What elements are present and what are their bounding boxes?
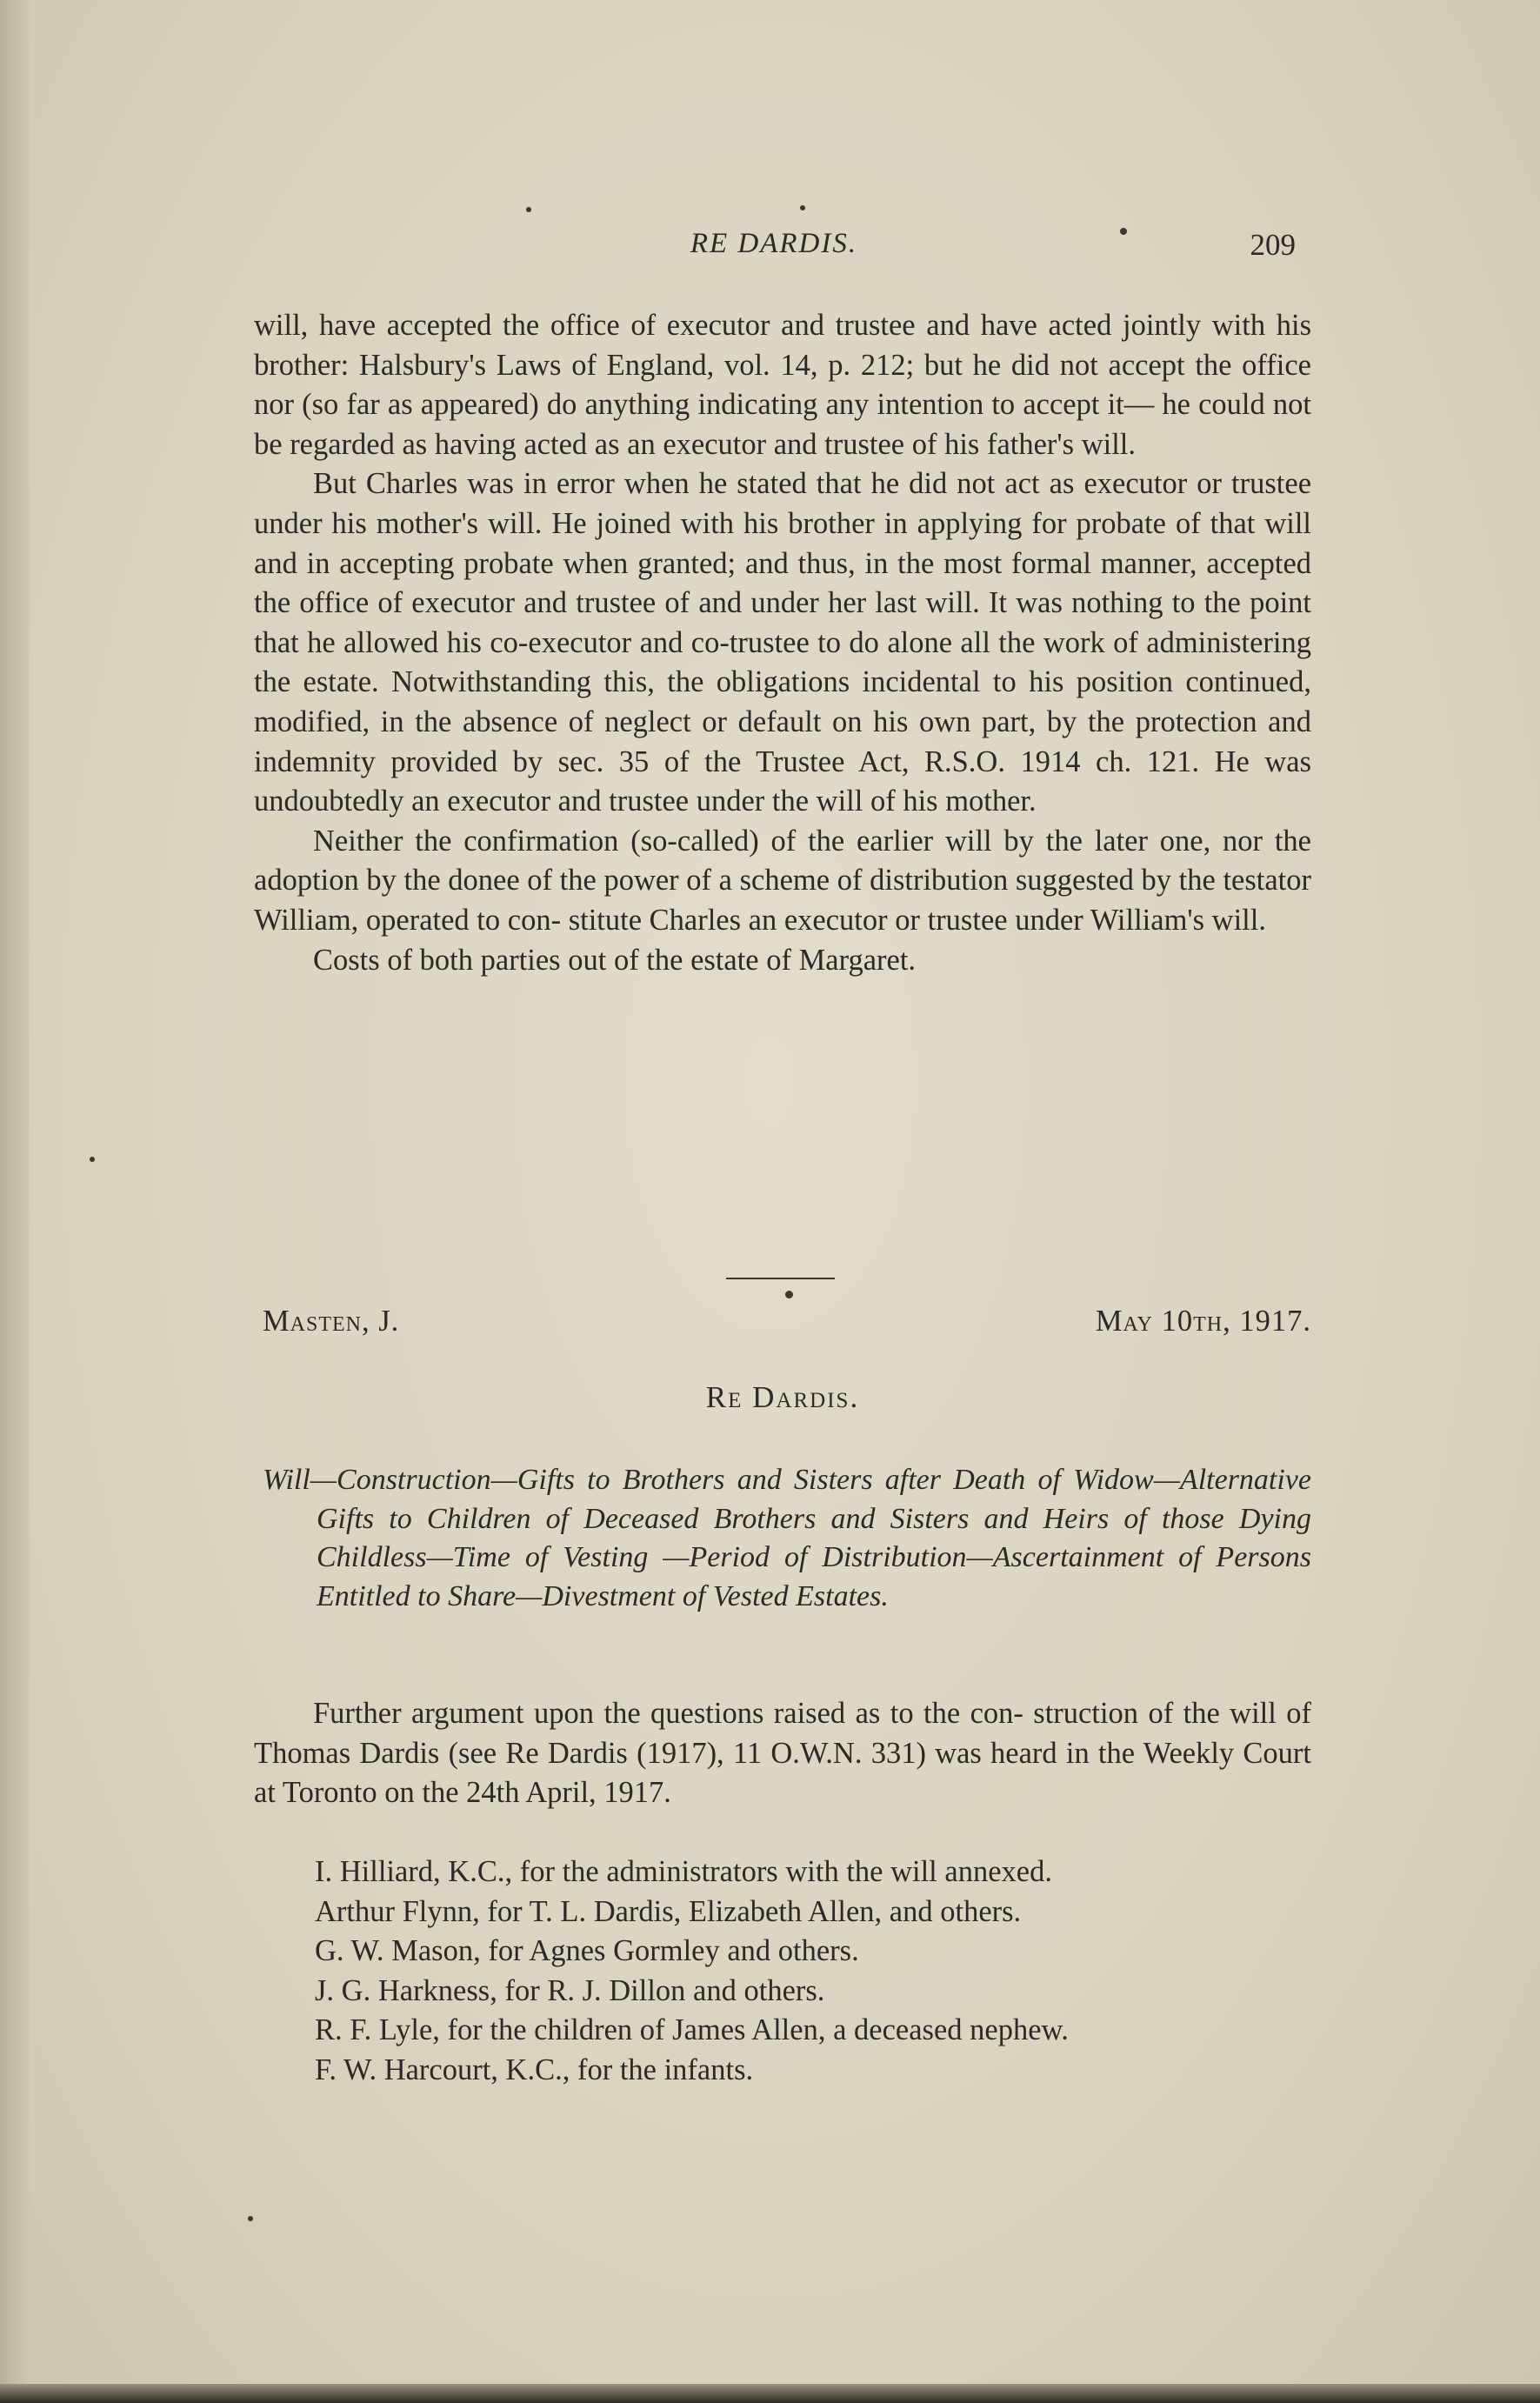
- counsel-entry: J. G. Harkness, for R. J. Dillon and others.: [315, 1973, 825, 2007]
- paragraph: Neither the confirmation (so-called) of the earlier will by the later one, nor the adoption by the donee of the power of a scheme of distribution suggested by the testator William, operated to con- stitute Charles an executor or trustee under William's will.: [254, 824, 1311, 937]
- running-head: RE DARDIS.: [690, 228, 858, 259]
- ink-speck: [800, 205, 805, 210]
- counsel-entry: G. W. Mason, for Agnes Gormley and others.: [315, 1934, 859, 1968]
- ink-speck: [785, 1291, 793, 1298]
- paragraph: But Charles was in error when he stated that he did not act as executor or trustee under his mother's will. He joined with his brother in applying for probate of that will and in accepting probate when granted; and thus, in the most formal manner, accepted the office of executor and trustee of and under her last will. It was nothing to the point that he allowed his co-executor and co-trustee to do alone all the work of administering the estate. Notwithstanding this, the obligations incidental to his position continued, modified, in the absence of neglect or default on his own part, by the protection and indemnity provided by sec. 35 of the Trustee Act, R.S.O. 1914 ch. 121. He was undoubtedly an executor and trustee under the will of his mother.: [254, 467, 1312, 818]
- page-bottom-edge: [0, 2384, 1540, 2403]
- headnote: Will—Construction—Gifts to Brothers and Sisters after Death of Widow—Alternative Gifts to Children of Deceased Brothers and Sisters and Heirs of those Dying Childless—Time of Vesting —Period of Distribution—Ascertainment of Persons Entitled to Share—Divestment of Vested Estates.: [263, 1464, 1311, 1612]
- page-number: 209: [1250, 228, 1296, 262]
- argument-paragraph: Further argument upon the questions raised as to the con- struction of the will of Thomas Dardis (see Re Dardis (1917), 11 O.W.N. 331) was heard in the Weekly Court at Toronto on the 24th April, 1917.: [254, 1697, 1312, 1810]
- opinion-text: [254, 306, 1311, 980]
- paragraph: will, have accepted the office of executor and trustee and have acted jointly with his brother: Halsbury's Laws of England, vol. 14, p. 212; but he did not accept the office nor (so far as appeared) do anything indicating any intention to accept it— he could not be regarded as having acted as an executor and trustee of his father's will.: [254, 309, 1312, 461]
- page-header: [252, 228, 1296, 271]
- judgment-date: May 10th, 1917.: [1095, 1305, 1311, 1338]
- ink-speck: [1120, 228, 1127, 235]
- ink-speck: [248, 2216, 253, 2221]
- counsel-list: [315, 1852, 1315, 2091]
- ink-speck: [526, 207, 531, 212]
- section-divider: [726, 1278, 835, 1279]
- counsel-entry: Arthur Flynn, for T. L. Dardis, Elizabeth Allen, and others.: [315, 1894, 1022, 1928]
- paragraph: Costs of both parties out of the estate of Margaret.: [313, 943, 917, 977]
- counsel-entry: I. Hilliard, K.C., for the administrators with the will annexed.: [315, 1855, 1052, 1888]
- ink-speck: [90, 1157, 95, 1162]
- case-title: Re Dardis.: [705, 1380, 860, 1414]
- counsel-entry: F. W. Harcourt, K.C., for the infants.: [315, 2053, 754, 2086]
- page-gutter-shadow: [0, 0, 30, 2403]
- counsel-entry: R. F. Lyle, for the children of James Allen, a deceased nephew.: [315, 2013, 1069, 2047]
- judge-name: Masten, J.: [263, 1305, 400, 1338]
